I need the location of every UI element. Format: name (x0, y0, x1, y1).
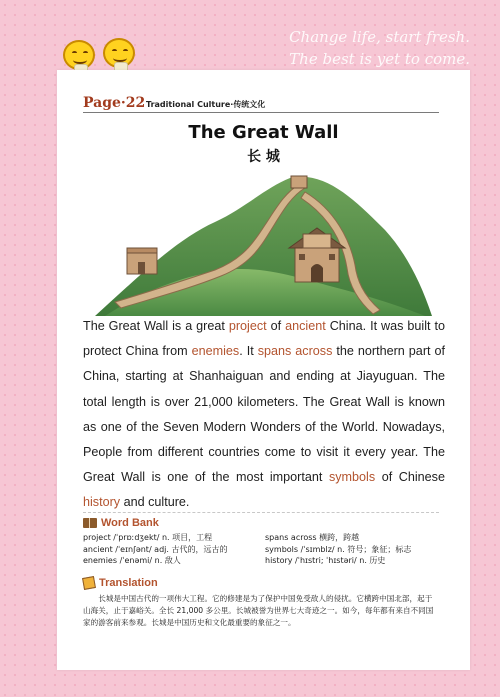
vocab-highlight: project (228, 319, 267, 333)
passage-text: of Chinese (375, 470, 445, 485)
page-header (83, 95, 439, 113)
passage-text: The Great Wall is a great (83, 319, 229, 333)
word-bank-title: Word Bank (101, 517, 159, 529)
vocab-highlight: history (83, 495, 121, 510)
word-bank-header (83, 515, 159, 531)
article-title-cn: 长 城 (247, 149, 280, 165)
vocab-highlight: symbols (328, 470, 376, 485)
passage-text: the northern part of China, starting at Shanhaiguan and ending at Jiayuguan. The total length is over 21,000 kilometers. The Great Wall is known as one of the Seven Modern Wonders of the World. Nowadays, People from different countries come to visit it every year. The Great Wall is one of the most important (83, 344, 446, 485)
word-bank-entry: symbols /ˈsɪmblz/ n. 符号；象征；标志 (265, 544, 412, 554)
pencil-icon (82, 576, 96, 590)
article-title: The Great Wall (188, 122, 339, 143)
passage-text: and culture. (120, 495, 190, 510)
word-bank-list (83, 532, 439, 567)
vocab-highlight: spans across (257, 344, 333, 359)
word-bank-entry: ancient /ˈeɪnʃənt/ adj. 古代的，远古的 (83, 544, 228, 554)
page-card (57, 70, 470, 670)
passage-text: of (266, 319, 286, 333)
passage-text: China. It was built to protect China from (83, 319, 445, 359)
word-bank-entry: spans across 横跨，跨越 (265, 533, 360, 542)
slogan (240, 26, 470, 70)
great-wall-illustration (95, 170, 432, 316)
translation-header (83, 575, 158, 591)
slogan-line-1: Change life, start fresh. (289, 28, 470, 46)
page-number: Page·22 (83, 95, 146, 111)
section-label: Traditional Culture·传统文化 (146, 100, 266, 109)
word-bank-entry: history /ˈhɪstri; ˈhɪstəri/ n. 历史 (265, 556, 386, 565)
word-bank-entry: project /ˈprɒːdʒekt/ n. 项目，工程 (83, 533, 213, 542)
translation-title: Translation (99, 577, 158, 589)
passage-text: . It (239, 344, 258, 359)
vocab-highlight: enemies (191, 344, 240, 359)
book-icon (83, 518, 97, 528)
slogan-line-2: The best is yet to come. (289, 50, 470, 68)
watchtower-top (291, 176, 307, 188)
article-passage (83, 314, 445, 516)
translation-text: 长城是中国古代的一项伟大工程。它的修建是为了保护中国免受敌人的侵扰。它横跨中国北部，起于山海关，止于嘉峪关。全长 21,000 多公里。长城被誉为世界七大奇迹之一。如今，每年都有来自不同国家的游客前来参观。长城是中国历史和文化最重要的象征之一。 (83, 594, 434, 627)
watchtower-left (127, 248, 157, 274)
vocab-highlight: ancient (285, 319, 326, 333)
section-divider (83, 512, 439, 513)
word-bank-entry: enemies /ˈenəmi/ n. 敌人 (83, 556, 181, 565)
